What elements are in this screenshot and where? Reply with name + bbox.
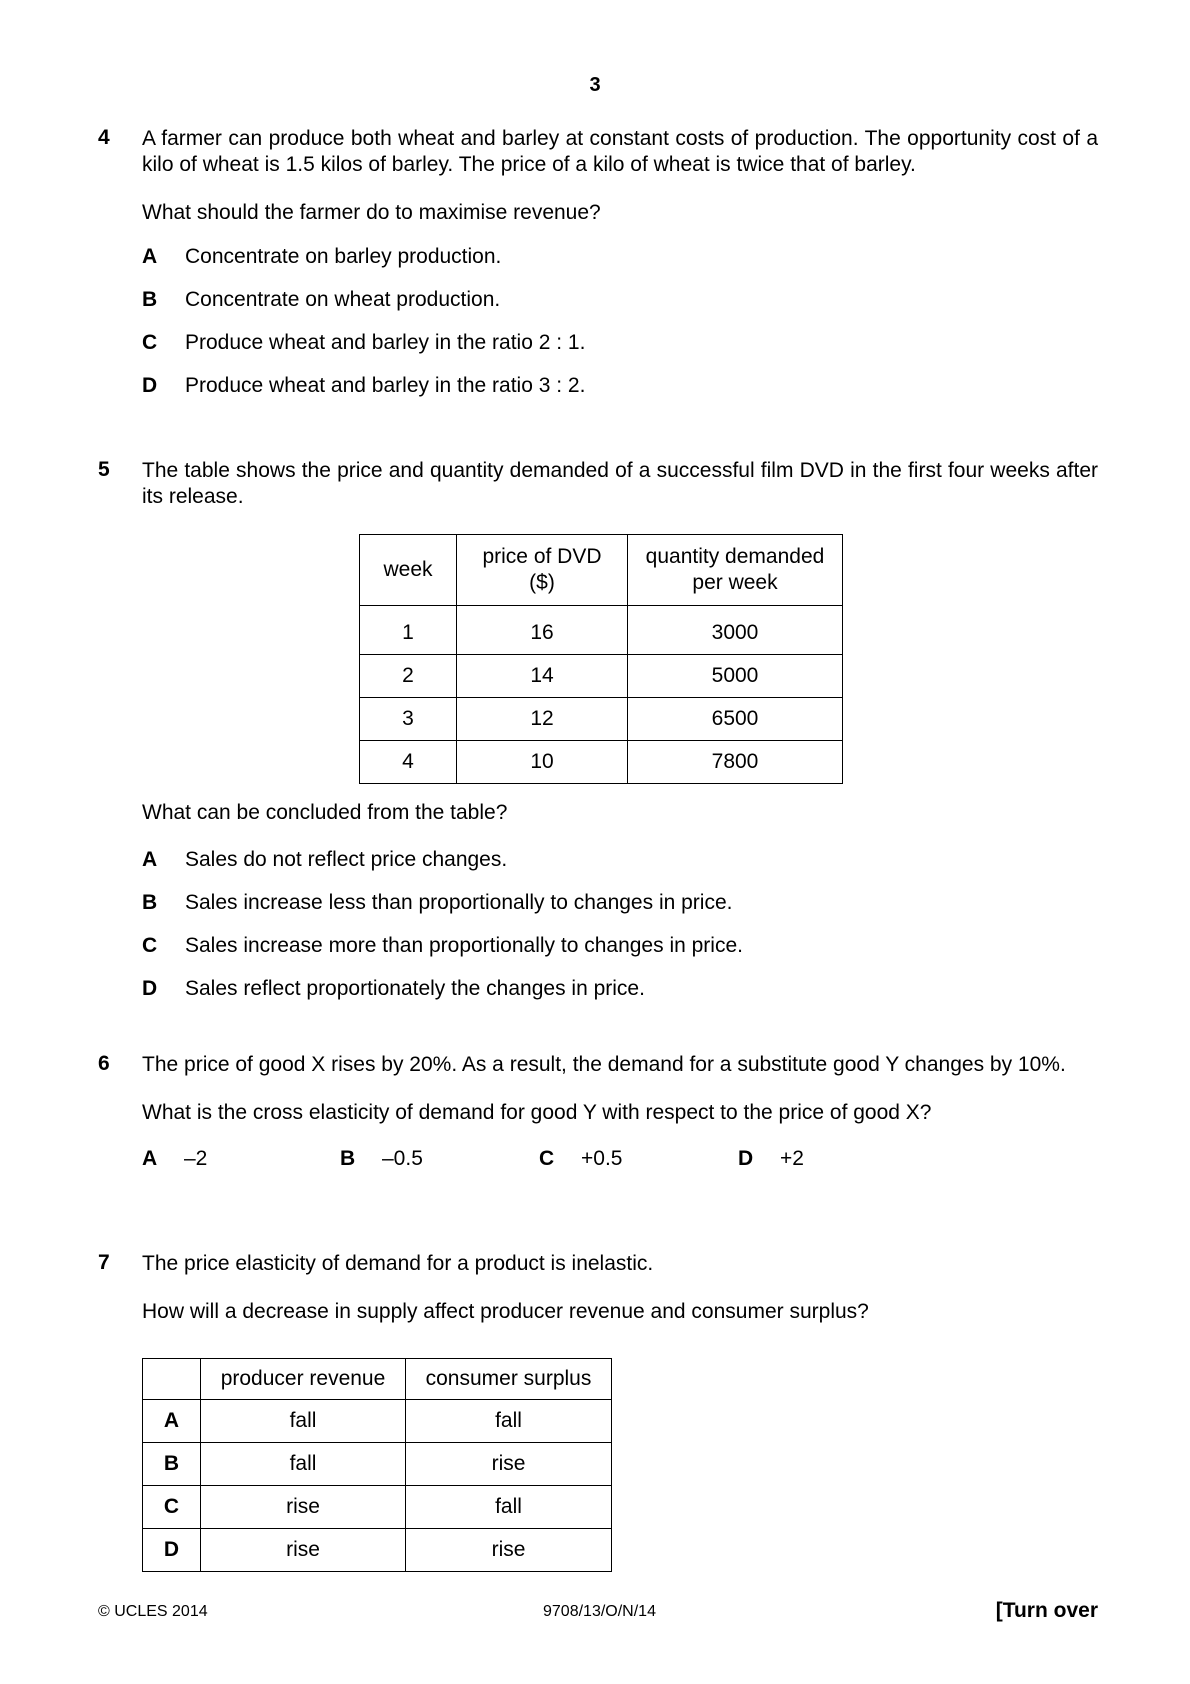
table-row [360,741,843,784]
option-letter: C [142,934,158,957]
option-c [142,933,1098,959]
question-5 [98,458,1098,510]
question-text: The price elasticity of demand for a product is inelastic. [142,1252,654,1275]
question-number: 7 [98,1251,110,1274]
table-cell: fall [201,1400,406,1443]
option-text: Produce wheat and barley in the ratio 3 : 2. [185,374,586,397]
question-text: The table shows the price and quantity demanded of a successful film DVD in the first four weeks after its release. [142,459,1098,508]
table-cell: 10 [457,741,628,784]
copyright-notice: © UCLES 2014 [98,1603,208,1620]
question-number: 5 [98,458,110,481]
option-a: A –2 [142,1147,208,1170]
table-cell: rise [406,1443,612,1486]
table-cell: 14 [457,655,628,698]
option-c: C +0.5 [539,1147,623,1170]
option-b [142,287,1098,313]
row-letter: A [143,1400,201,1443]
option-d [142,373,1098,399]
row-letter: D [143,1529,201,1572]
table-header: price of DVD ($) [457,535,628,606]
question-prompt: What should the farmer do to maximise revenue? [142,201,601,224]
option-letter: B [142,288,158,311]
option-b: B –0.5 [340,1147,423,1170]
table-cell: 3000 [628,606,843,655]
option-letter: A [142,848,158,871]
table-cell: rise [406,1529,612,1572]
question-text: The price of good X rises by 20%. As a result, the demand for a substitute good Y changes by 10%. [142,1053,1066,1076]
dvd-demand-table [359,534,843,784]
option-text: Concentrate on wheat production. [185,288,501,311]
option-c [142,330,1098,356]
option-b [142,890,1098,916]
question-prompt: What can be concluded from the table? [142,801,508,824]
option-text: Concentrate on barley production. [185,245,502,268]
table-row [360,655,843,698]
table-cell: 12 [457,698,628,741]
option-text: Produce wheat and barley in the ratio 2 : 1. [185,331,586,354]
table-row [143,1529,612,1572]
inline-options [142,1146,1098,1172]
option-text: Sales increase less than proportionally to changes in price. [185,891,733,914]
supply-effect-table [142,1358,612,1572]
question-5-answers [98,800,1098,1002]
table-row [143,1400,612,1443]
option-a [142,244,1098,270]
table-row [360,698,843,741]
table-header: week [360,535,457,606]
option-d [142,976,1098,1002]
option-text: Sales reflect proportionately the changes in price. [185,977,645,1000]
table-cell: fall [406,1400,612,1443]
table-cell: 4 [360,741,457,784]
option-letter: C [142,331,158,354]
question-4 [98,126,1098,399]
option-a [142,847,1098,873]
table-row [143,1443,612,1486]
table-cell: fall [406,1486,612,1529]
table-cell: fall [201,1443,406,1486]
option-letter: D [142,374,158,397]
table-cell: 7800 [628,741,843,784]
row-letter: B [143,1443,201,1486]
table-cell: 5000 [628,655,843,698]
table-cell: 1 [360,606,457,655]
option-letter: A [142,245,158,268]
table-cell: 3 [360,698,457,741]
question-prompt: How will a decrease in supply affect producer revenue and consumer surplus? [142,1300,869,1323]
table-row [143,1486,612,1529]
question-prompt: What is the cross elasticity of demand for good Y with respect to the price of good X? [142,1101,932,1124]
table-header: producer revenue [201,1359,406,1400]
option-d: D +2 [738,1147,804,1170]
table-cell: 16 [457,606,628,655]
page-number: 3 [589,74,601,96]
table-cell: rise [201,1529,406,1572]
table-cell: 2 [360,655,457,698]
table-cell: 6500 [628,698,843,741]
question-number: 6 [98,1052,110,1075]
option-text: Sales do not reflect price changes. [185,848,508,871]
question-number: 4 [98,126,110,149]
table-header: quantity demanded per week [628,535,843,606]
table-header: consumer surplus [406,1359,612,1400]
option-letter: B [142,891,158,914]
question-7 [98,1251,1098,1325]
turn-over-label: [Turn over [995,1599,1098,1622]
question-6 [98,1052,1098,1172]
question-text: A farmer can produce both wheat and barley at constant costs of production. The opportunity cost of a kilo of wheat is 1.5 kilos of barley. The price of a kilo of wheat is twice that of barley. [142,127,1098,176]
table-header [143,1359,201,1400]
option-letter: D [142,977,158,1000]
option-text: Sales increase more than proportionally to changes in price. [185,934,743,957]
table-cell: rise [201,1486,406,1529]
row-letter: C [143,1486,201,1529]
paper-code: 9708/13/O/N/14 [543,1603,656,1620]
table-row [360,606,843,655]
